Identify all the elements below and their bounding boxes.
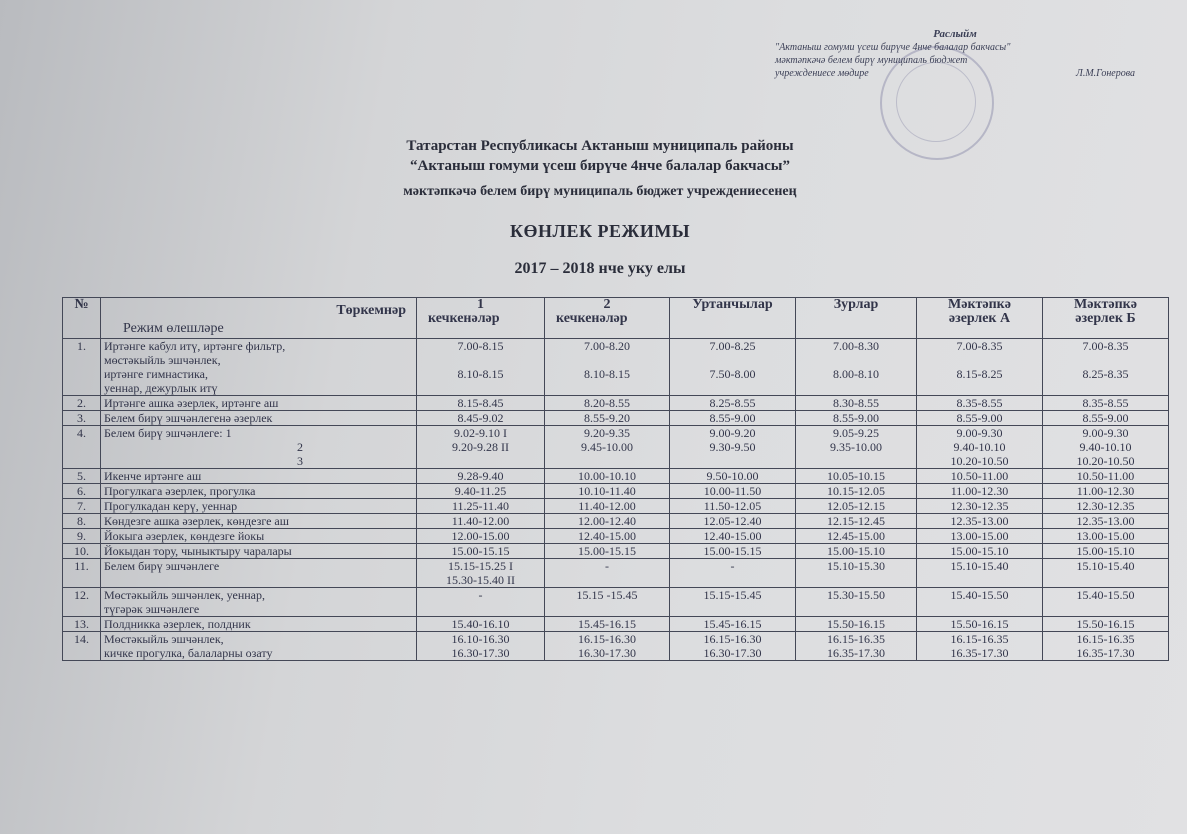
time-cell-c2: 12.40-15.00 xyxy=(545,529,670,544)
time-cell-c6: 16.15-16.35 16.35-17.30 xyxy=(1043,632,1169,661)
time-cell-c2: 15.15 -15.45 xyxy=(545,588,670,617)
approval-signer: Л.М.Гонерова xyxy=(1076,68,1135,79)
time-cell-c2: 10.00-10.10 xyxy=(545,469,670,484)
header-number: № xyxy=(63,298,101,339)
header-group-3: Уртанчылар xyxy=(670,298,796,339)
table-header-row xyxy=(63,298,1169,339)
table-row xyxy=(63,588,1169,617)
row-number: 10. xyxy=(63,544,101,559)
time-cell-c3: 7.00-8.25 7.50-8.00 xyxy=(670,339,796,396)
approval-block xyxy=(775,28,1135,80)
time-cell-c1: 11.25-11.40 xyxy=(417,499,545,514)
time-cell-c3: 15.00-15.15 xyxy=(670,544,796,559)
time-cell-c2: 7.00-8.20 8.10-8.15 xyxy=(545,339,670,396)
time-cell-c3: 8.25-8.55 xyxy=(670,396,796,411)
time-cell-c4: 7.00-8.30 8.00-8.10 xyxy=(796,339,917,396)
row-activity: Прогулкага әзерлек, прогулка xyxy=(101,484,417,499)
time-cell-c3: 9.50-10.00 xyxy=(670,469,796,484)
header-group-4: Зурлар xyxy=(796,298,917,339)
time-cell-c6: 12.30-12.35 xyxy=(1043,499,1169,514)
time-cell-c6: 15.10-15.40 xyxy=(1043,559,1169,588)
time-cell-c5: 11.00-12.30 xyxy=(917,484,1043,499)
time-cell-c6: 13.00-15.00 xyxy=(1043,529,1169,544)
time-cell-c3: 11.50-12.05 xyxy=(670,499,796,514)
time-cell-c2: 9.20-9.35 9.45-10.00 xyxy=(545,426,670,469)
row-number: 6. xyxy=(63,484,101,499)
time-cell-c2: 15.00-15.15 xyxy=(545,544,670,559)
approval-position: учреждениесе мөдире xyxy=(775,68,869,79)
table-row xyxy=(63,499,1169,514)
table-row xyxy=(63,544,1169,559)
row-activity: Прогулкадан керү, уеннар xyxy=(101,499,417,514)
time-cell-c2: 8.20-8.55 xyxy=(545,396,670,411)
time-cell-c4: 8.30-8.55 xyxy=(796,396,917,411)
time-cell-c5: 12.35-13.00 xyxy=(917,514,1043,529)
time-cell-c2: 16.15-16.30 16.30-17.30 xyxy=(545,632,670,661)
time-cell-c3: 9.00-9.20 9.30-9.50 xyxy=(670,426,796,469)
time-cell-c4: 8.55-9.00 xyxy=(796,411,917,426)
time-cell-c1: 15.00-15.15 xyxy=(417,544,545,559)
row-number: 14. xyxy=(63,632,101,661)
row-number: 1. xyxy=(63,339,101,396)
time-cell-c1: 9.28-9.40 xyxy=(417,469,545,484)
time-cell-c3: 16.15-16.30 16.30-17.30 xyxy=(670,632,796,661)
time-cell-c3: 8.55-9.00 xyxy=(670,411,796,426)
row-activity: Иртәнге кабул итү, иртәнге фильтр, мөстәкыйль эшчәнлек, иртәнге гимнастика, уеннар, дежурлык итү xyxy=(101,339,417,396)
time-cell-c2: 12.00-12.40 xyxy=(545,514,670,529)
time-cell-c5: 15.10-15.40 xyxy=(917,559,1043,588)
time-cell-c5: 7.00-8.35 8.15-8.25 xyxy=(917,339,1043,396)
table-row xyxy=(63,469,1169,484)
header-moments: Режим өлешләре xyxy=(123,321,224,336)
time-cell-c2: - xyxy=(545,559,670,588)
time-cell-c1: 8.15-8.45 xyxy=(417,396,545,411)
time-cell-c5: 9.00-9.30 9.40-10.10 10.20-10.50 xyxy=(917,426,1043,469)
header-group-5: Мәктәпкә әзерлек А xyxy=(917,298,1043,339)
row-number: 9. xyxy=(63,529,101,544)
time-cell-c2: 8.55-9.20 xyxy=(545,411,670,426)
row-number: 2. xyxy=(63,396,101,411)
row-activity: Полдникка әзерлек, полдник xyxy=(101,617,417,632)
time-cell-c5: 8.35-8.55 xyxy=(917,396,1043,411)
time-cell-c4: 15.30-15.50 xyxy=(796,588,917,617)
time-cell-c1: 7.00-8.15 8.10-8.15 xyxy=(417,339,545,396)
title-line2: “Актаныш гомуми үсеш бирүче 4нче балалар бакчасы” xyxy=(410,158,790,174)
time-cell-c5: 15.50-16.15 xyxy=(917,617,1043,632)
row-activity: Йокыга әзерлек, көндезге йокы xyxy=(101,529,417,544)
time-cell-c6: 15.50-16.15 xyxy=(1043,617,1169,632)
time-cell-c1: - xyxy=(417,588,545,617)
time-cell-c6: 7.00-8.35 8.25-8.35 xyxy=(1043,339,1169,396)
row-number: 13. xyxy=(63,617,101,632)
time-cell-c3: - xyxy=(670,559,796,588)
time-cell-c6: 8.35-8.55 xyxy=(1043,396,1169,411)
time-cell-c1: 15.40-16.10 xyxy=(417,617,545,632)
approval-line1: "Актаныш гомуми үсеш бирүче 4нче балалар бакчасы" xyxy=(775,42,1011,53)
time-cell-c6: 9.00-9.30 9.40-10.10 10.20-10.50 xyxy=(1043,426,1169,469)
row-number: 12. xyxy=(63,588,101,617)
time-cell-c2: 15.45-16.15 xyxy=(545,617,670,632)
time-cell-c4: 9.05-9.25 9.35-10.00 xyxy=(796,426,917,469)
document-title: КӨНЛЕК РЕЖИМЫ xyxy=(510,221,690,241)
time-cell-c6: 12.35-13.00 xyxy=(1043,514,1169,529)
time-cell-c5: 10.50-11.00 xyxy=(917,469,1043,484)
time-cell-c3: 12.40-15.00 xyxy=(670,529,796,544)
header-groups: Төркемнәр xyxy=(336,303,406,318)
time-cell-c5: 8.55-9.00 xyxy=(917,411,1043,426)
time-cell-c5: 16.15-16.35 16.35-17.30 xyxy=(917,632,1043,661)
header-group-6: Мәктәпкә әзерлек Б xyxy=(1043,298,1169,339)
row-number: 4. xyxy=(63,426,101,469)
time-cell-c4: 15.50-16.15 xyxy=(796,617,917,632)
header-group-1: 1 кечкенәләр xyxy=(417,298,545,339)
row-number: 3. xyxy=(63,411,101,426)
time-cell-c1: 9.40-11.25 xyxy=(417,484,545,499)
time-cell-c3: 15.15-15.45 xyxy=(670,588,796,617)
table-row xyxy=(63,559,1169,588)
approval-line3 xyxy=(775,67,1135,80)
time-cell-c4: 12.45-15.00 xyxy=(796,529,917,544)
time-cell-c4: 10.05-10.15 xyxy=(796,469,917,484)
table-row xyxy=(63,484,1169,499)
table-row xyxy=(63,617,1169,632)
row-number: 7. xyxy=(63,499,101,514)
time-cell-c3: 12.05-12.40 xyxy=(670,514,796,529)
schedule-table xyxy=(62,297,1169,661)
row-activity: Икенче иртәнге аш xyxy=(101,469,417,484)
row-number: 11. xyxy=(63,559,101,588)
time-cell-c5: 15.00-15.10 xyxy=(917,544,1043,559)
time-cell-c4: 10.15-12.05 xyxy=(796,484,917,499)
time-cell-c4: 15.10-15.30 xyxy=(796,559,917,588)
time-cell-c5: 13.00-15.00 xyxy=(917,529,1043,544)
approval-line2: мәктәпкәчә белем бирү муниципаль бюджет xyxy=(775,55,968,66)
time-cell-c1: 15.15-15.25 I 15.30-15.40 II xyxy=(417,559,545,588)
academic-year: 2017 – 2018 нче уку елы xyxy=(514,260,686,277)
time-cell-c5: 15.40-15.50 xyxy=(917,588,1043,617)
row-activity: Белем бирү эшчәнлеге xyxy=(101,559,417,588)
row-activity: Белем бирү эшчәнлегенә әзерлек xyxy=(101,411,417,426)
time-cell-c5: 12.30-12.35 xyxy=(917,499,1043,514)
header-activity xyxy=(101,298,417,339)
row-number: 5. xyxy=(63,469,101,484)
table-row xyxy=(63,426,1169,469)
time-cell-c4: 12.15-12.45 xyxy=(796,514,917,529)
time-cell-c2: 10.10-11.40 xyxy=(545,484,670,499)
time-cell-c1: 8.45-9.02 xyxy=(417,411,545,426)
time-cell-c6: 15.40-15.50 xyxy=(1043,588,1169,617)
title-line3: мәктәпкәчә белем бирү муниципаль бюджет учреждениесенең xyxy=(403,184,797,199)
time-cell-c6: 8.55-9.00 xyxy=(1043,411,1169,426)
time-cell-c1: 12.00-15.00 xyxy=(417,529,545,544)
table-row xyxy=(63,339,1169,396)
time-cell-c3: 10.00-11.50 xyxy=(670,484,796,499)
row-number: 8. xyxy=(63,514,101,529)
row-activity: Иртәнге ашка әзерлек, иртәнге аш xyxy=(101,396,417,411)
table-row xyxy=(63,514,1169,529)
time-cell-c6: 11.00-12.30 xyxy=(1043,484,1169,499)
title-line1: Татарстан Республикасы Актаныш муниципаль районы xyxy=(406,138,794,154)
row-activity: Мөстәкыйль эшчәнлек, кичке прогулка, балаларны озату xyxy=(101,632,417,661)
schedule-body xyxy=(63,339,1169,661)
time-cell-c1: 11.40-12.00 xyxy=(417,514,545,529)
time-cell-c1: 16.10-16.30 16.30-17.30 xyxy=(417,632,545,661)
time-cell-c4: 16.15-16.35 16.35-17.30 xyxy=(796,632,917,661)
time-cell-c4: 15.00-15.10 xyxy=(796,544,917,559)
row-activity: Белем бирү эшчәнлеге: 1 2 3 xyxy=(101,426,417,469)
time-cell-c3: 15.45-16.15 xyxy=(670,617,796,632)
time-cell-c6: 10.50-11.00 xyxy=(1043,469,1169,484)
time-cell-c6: 15.00-15.10 xyxy=(1043,544,1169,559)
table-row xyxy=(63,396,1169,411)
header-group-2: 2 кечкенәләр xyxy=(545,298,670,339)
time-cell-c2: 11.40-12.00 xyxy=(545,499,670,514)
table-row xyxy=(63,632,1169,661)
time-cell-c4: 12.05-12.15 xyxy=(796,499,917,514)
time-cell-c1: 9.02-9.10 I 9.20-9.28 II xyxy=(417,426,545,469)
table-row xyxy=(63,411,1169,426)
row-activity: Йокыдан тору, чыныктыру чаралары xyxy=(101,544,417,559)
approval-heading: Раслыйм xyxy=(933,28,977,40)
table-row xyxy=(63,529,1169,544)
row-activity: Көндезге ашка әзерлек, көндезге аш xyxy=(101,514,417,529)
row-activity: Мөстәкыйль эшчәнлек, уеннар, түгәрәк эшчәнлеге xyxy=(101,588,417,617)
